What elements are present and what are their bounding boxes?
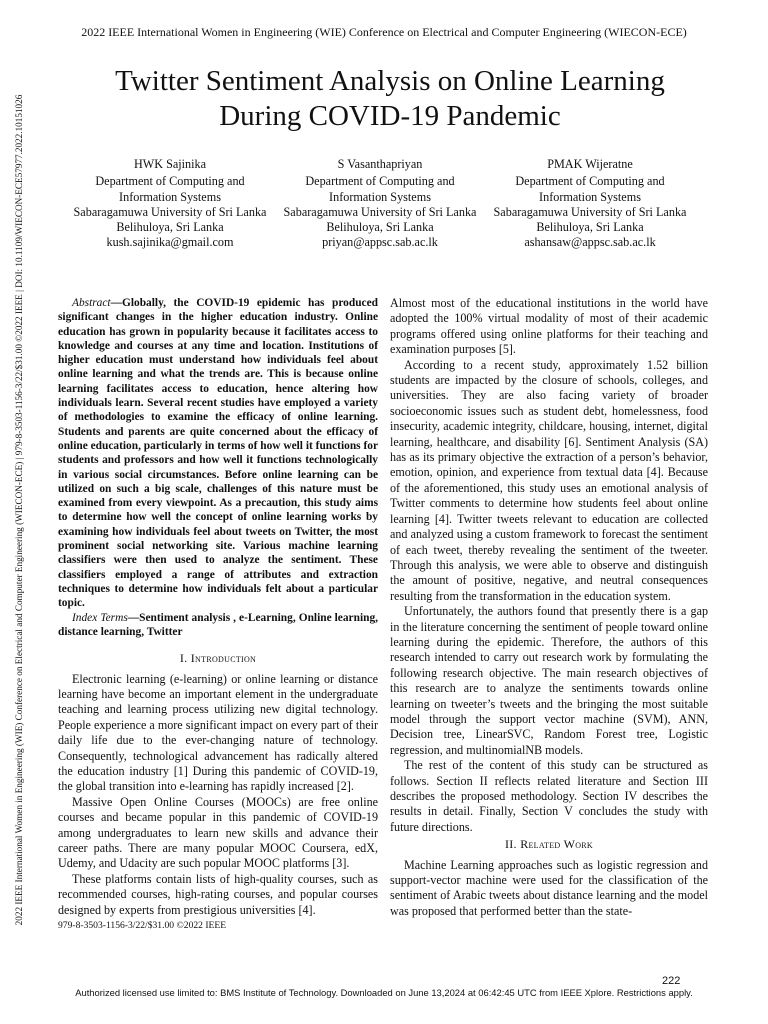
author-block-2 xyxy=(270,157,490,251)
abstract-label: Abstract xyxy=(72,297,111,309)
side-doi-strip xyxy=(13,40,25,980)
abstract-text: —Globally, the COVID-19 epidemic has produced significant changes in the higher education industry. Online education has grown in popularity because it facilitates access to knowledge and courses at any time and location. Institutions of higher education must understand how individuals feel about online learning and what the trends are. This is because online learning facilitates access to education, hence altering how individuals learn. Several recent studies have employed a variety of methodologies to examine the efficacy of online learning. Students and parents are quite concerned about the efficacy of online education, particularly in terms of how well it functions for students and professors and how well it functions technologically in various social circumstances. Before online learning can be utilized on such a big scale, challenges of this nature must be examined from every viewpoint. As a precaution, this study aims to determine how well the concept of online learning works by examining how individuals feel about tweets on Twitter, the most prominent social networking site. Various machine learning classifiers were then used to analyze the sentiment. These classifiers employed a range of attributes and extraction techniques to determine how individuals felt about a particular topic. xyxy=(58,297,378,610)
author-dept-line1: Department of Computing and xyxy=(515,174,665,189)
index-terms-label: Index Terms xyxy=(72,611,128,624)
author-location: Belihuloya, Sri Lanka xyxy=(326,220,434,235)
author-dept-line1: Department of Computing and xyxy=(95,174,245,189)
author-block-3 xyxy=(480,157,700,251)
right-paragraph-4: The rest of the content of this study can be structured as follows. Section II reflects related literature and Section III describes the proposed methodology. Section IV describes the results in detail. Finally, Section V concludes the study with future directions. xyxy=(390,758,708,834)
page-number: 222 xyxy=(662,975,681,987)
right-column xyxy=(390,296,708,919)
section-number: II. xyxy=(504,837,517,852)
right-paragraph-1: Almost most of the educational institutions in the world have adopted the 100% virtual modality of most of their academic programs offered using online platforms for their teaching and examination purposes [5]. xyxy=(390,296,708,357)
author-email: priyan@appsc.sab.ac.lk xyxy=(322,235,438,250)
author-university: Sabaragamuwa University of Sri Lanka xyxy=(73,204,267,219)
author-university: Sabaragamuwa University of Sri Lanka xyxy=(283,204,477,219)
right-paragraph-2: According to a recent study, approximately 1.52 billion students are impacted by the closure of schools, colleges, and universities. They are also facing variety of broader socioeconomic issues such as student debt, homelessness, food insecurity, academic integrity, childcare, housing, internet, digital learning, healthcare, and disability [6]. Sentiment Analysis (SA) has as its primary objective the extraction of a person’s behavior, emotion, opinion, and experience from textual data [4]. Because of the aforementioned, this study uses an emotional analysis of Twitter comments to determine how students feel about online learning [4]. Twitter tweets relevant to education are collected and analyzed using a custom framework to forecast the sentiment of each tweet, thereby revealing the sentiment of the tweeter. Through this analysis, we were able to observe and distinguish the amount of positive, negative, and neutral consequences resulting from the transformation in the education system. xyxy=(390,357,708,603)
intro-paragraph-2: Massive Open Online Courses (MOOCs) are free online courses and became popular in this pandemic of COVID-19 among undergraduates to learn new skills and advance their career paths. There are many popular MOOC Coursera, edX, Udemy, and Udacity are such popular MOOC platforms [3]. xyxy=(58,794,378,871)
index-terms xyxy=(58,611,378,640)
author-location: Belihuloya, Sri Lanka xyxy=(536,220,644,235)
author-email: ashansaw@appsc.sab.ac.lk xyxy=(524,235,656,250)
author-dept-line2: Information Systems xyxy=(119,189,221,204)
title-line-2: During COVID-19 Pandemic xyxy=(219,100,561,132)
related-work-paragraph-1: Machine Learning approaches such as logistic regression and support-vector machine were used for the classification of the sentiment of Arabic tweets about distance learning and the model was proposed that performed better than the state- xyxy=(390,857,708,918)
section-title: Introduction xyxy=(190,651,257,666)
author-dept-line2: Information Systems xyxy=(329,189,431,204)
author-name: S Vasanthapriyan xyxy=(337,157,423,171)
copyright-footer: 979-8-3503-1156-3/22/$31.00 ©2022 IEEE xyxy=(58,920,227,931)
conference-header: 2022 IEEE International Women in Engineering (WIE) Conference on Electrical and Computer Engineering (WIECON-ECE) xyxy=(81,25,687,39)
author-dept-line1: Department of Computing and xyxy=(305,174,455,189)
abstract xyxy=(58,296,378,611)
section-heading-related-work xyxy=(390,837,708,852)
author-dept-line2: Information Systems xyxy=(539,189,641,204)
side-doi-text: 2022 IEEE International Women in Engineering (WIE) Conference on Electrical and Computer Engineering (WIECON-ECE) | 979-8-3503-1156-3/22/$31.00 ©2022 IEEE | DOI: 10.1109/WIECON-ECE57977.2022.10151026 xyxy=(14,94,24,926)
authorized-use-notice: Authorized licensed use limited to: BMS Institute of Technology. Downloaded on June 13,2024 at 06:42:45 UTC from IEEE Xplore. Restrictions apply. xyxy=(75,987,693,998)
author-name: HWK Sajinika xyxy=(133,157,207,171)
title-line-1: Twitter Sentiment Analysis on Online Learning xyxy=(115,65,665,97)
author-email: kush.sajinika@gmail.com xyxy=(106,235,234,250)
author-name: PMAK Wijeratne xyxy=(547,157,633,171)
paper-title xyxy=(40,64,740,134)
section-heading-introduction xyxy=(58,651,378,666)
intro-paragraph-3: These platforms contain lists of high-quality courses, such as recommended courses, high-rating courses, and popular courses designed by experts from prestigious universities [4]. xyxy=(58,871,378,917)
intro-paragraph-1: Electronic learning (e-learning) or online learning or distance learning have become an important element in the undergraduate teaching and learning process utilizing new digital technology. People experience a more significant impact on every part of their daily life due to the ever-changing nature of technology. Consequently, technological advancement has radically altered the education industry [1] During this pandemic of COVID-19, the global transition into e-learning has rapidly increased [2]. xyxy=(58,671,378,794)
author-university: Sabaragamuwa University of Sri Lanka xyxy=(493,204,687,219)
author-block-1 xyxy=(60,157,280,251)
section-title: Related Work xyxy=(520,837,594,852)
left-column xyxy=(58,296,378,918)
section-number: I. xyxy=(179,651,188,666)
index-terms-text: —Sentiment analysis , e-Learning, Online learning, distance learning, Twitter xyxy=(58,611,378,638)
right-paragraph-3: Unfortunately, the authors found that presently there is a gap in the literature concerning the sentiment of people toward online learning during the epidemic. Therefore, the authors of this research intended to carry out research work by formulating the following research objective. The main research objectives of this research are to analyze the sentiments towards online learning on tweeter’s tweets and the bringing the most suitable model through the support vector machine (SVM), ANN, Decision tree, LinearSVC, Random Forest tree, Logistic regression, and multinomialNB models. xyxy=(390,604,708,757)
author-location: Belihuloya, Sri Lanka xyxy=(116,220,224,235)
